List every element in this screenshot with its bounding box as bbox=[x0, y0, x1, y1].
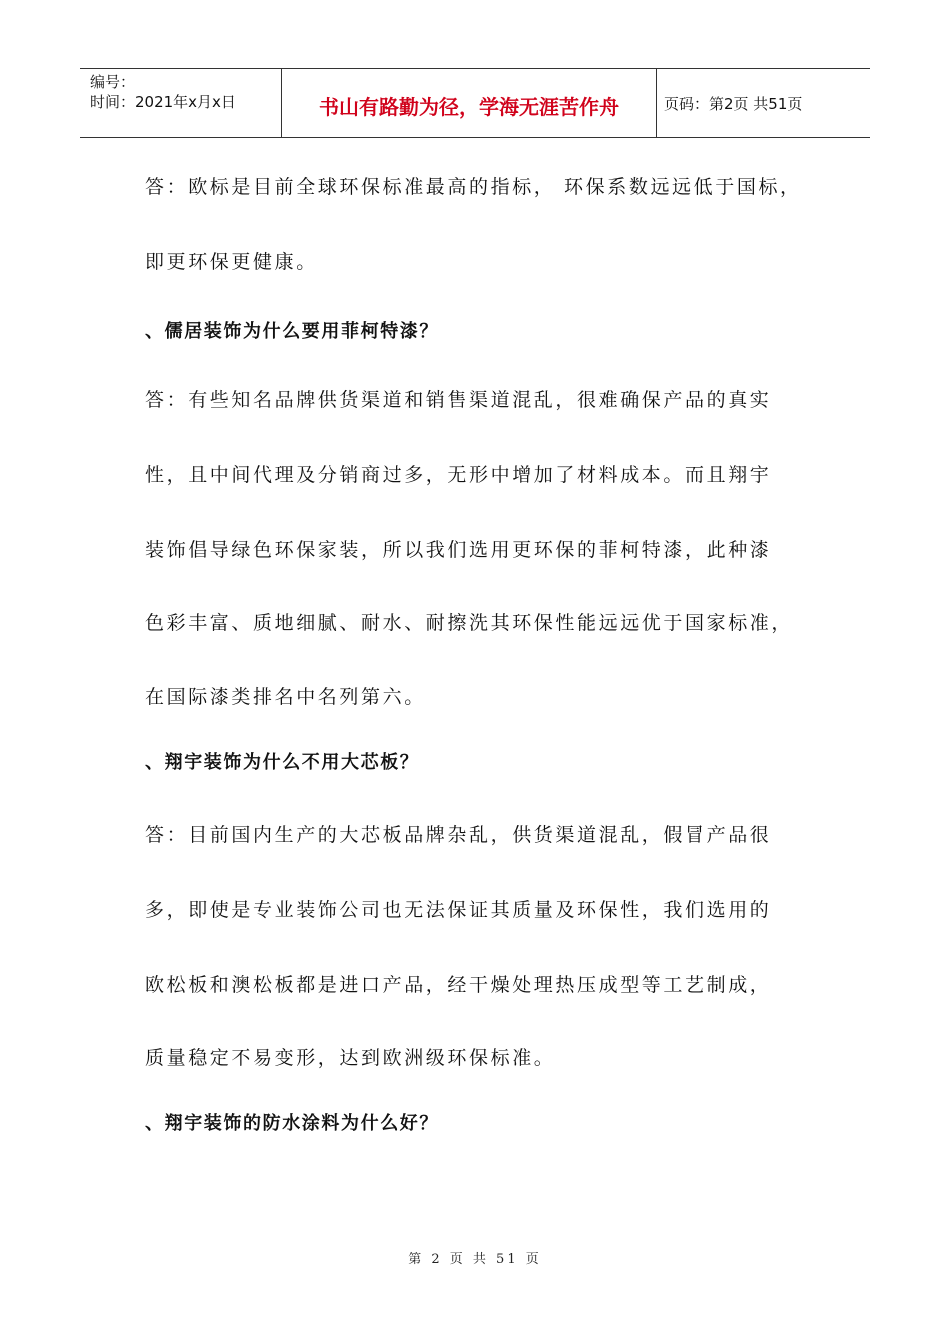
body-line: 质量稳定不易变形，达到欧洲级环保标准。 bbox=[145, 1047, 556, 1069]
body-line: 即更环保更健康。 bbox=[145, 251, 318, 273]
page-header bbox=[80, 68, 870, 138]
body-line: 答：欧标是目前全球环保标准最高的指标， 环保系数远远低于国标， bbox=[145, 176, 802, 198]
body-line: 色彩丰富、质地细腻、耐水、耐擦洗其环保性能远远优于国家标准， bbox=[145, 612, 794, 634]
question-heading: 、翔宇装饰为什么不用大芯板？ bbox=[145, 752, 420, 773]
page-footer: 第 2 页 共 51 页 bbox=[408, 1252, 542, 1267]
header-right-cell bbox=[656, 69, 870, 137]
question-heading: 、翔宇装饰的防水涂料为什么好？ bbox=[145, 1113, 439, 1134]
header-middle-cell bbox=[281, 69, 657, 137]
body-line: 答：有些知名品牌供货渠道和销售渠道混乱，很难确保产品的真实 bbox=[145, 389, 772, 411]
document-date: 时间：2021年x月x日 bbox=[90, 93, 236, 111]
question-heading: 、儒居装饰为什么要用菲柯特漆？ bbox=[145, 321, 439, 342]
document-number-label: 编号： bbox=[90, 73, 136, 91]
page-info: 页码：第2页 共51页 bbox=[664, 95, 803, 113]
body-line: 性，且中间代理及分销商过多，无形中增加了材料成本。而且翔宇 bbox=[145, 464, 772, 486]
header-motto: 书山有路勤为径，学海无涯苦作舟 bbox=[319, 95, 619, 119]
body-line: 在国际漆类排名中名列第六。 bbox=[145, 686, 426, 708]
body-line: 答：目前国内生产的大芯板品牌杂乱，供货渠道混乱，假冒产品很 bbox=[145, 824, 772, 846]
header-left-cell bbox=[80, 69, 280, 137]
body-line: 多，即使是专业装饰公司也无法保证其质量及环保性，我们选用的 bbox=[145, 899, 772, 921]
body-line: 欧松板和澳松板都是进口产品，经干燥处理热压成型等工艺制成， bbox=[145, 974, 772, 996]
body-line: 装饰倡导绿色环保家装，所以我们选用更环保的菲柯特漆，此种漆 bbox=[145, 539, 772, 561]
